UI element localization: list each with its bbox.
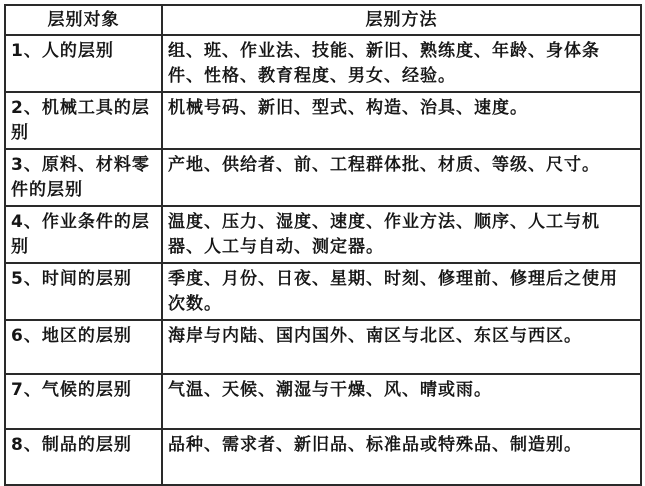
header-method: 层别方法 [162,5,641,35]
row-method-text: 温度、压力、湿度、速度、作业方法、顺序、人工与机器、人工与自动、测定器。 [168,212,600,257]
row-object-text: 1、人的层别 [11,41,114,61]
row-method-cell [162,320,641,374]
row-method-text: 海岸与内陆、国内国外、南区与北区、东区与西区。 [168,326,582,346]
table-row [5,374,641,429]
row-method-cell [162,263,641,320]
row-object-cell [5,149,162,206]
header-object: 层别对象 [5,5,162,35]
row-object-cell [5,320,162,374]
row-method-text: 组、班、作业法、技能、新旧、熟练度、年龄、身体条件、性格、教育程度、男女、经验。 [168,41,600,86]
row-object-text: 6、地区的层别 [11,326,132,346]
row-object-text: 4、作业条件的层别 [11,212,150,257]
row-method-cell [162,374,641,429]
table-row [5,206,641,263]
row-method-cell [162,429,641,485]
row-object-cell [5,374,162,429]
row-method-text: 产地、供给者、前、工程群体批、材质、等级、尺寸。 [168,155,600,175]
row-object-text: 5、时间的层别 [11,269,132,289]
row-object-cell [5,35,162,92]
row-method-text: 机械号码、新旧、型式、构造、治具、速度。 [168,98,528,118]
table-row [5,149,641,206]
row-method-text: 季度、月份、日夜、星期、时刻、修理前、修理后之使用次数。 [168,269,618,314]
row-method-cell [162,35,641,92]
row-object-text: 7、气候的层别 [11,380,132,400]
row-object-text: 3、原料、材料零件的层别 [11,155,150,200]
stratification-table-sheet [4,4,640,480]
row-object-cell [5,263,162,320]
table-row [5,263,641,320]
table-row [5,320,641,374]
row-object-cell [5,92,162,149]
table-row [5,92,641,149]
row-method-cell [162,149,641,206]
stratification-table [4,4,642,486]
row-method-text: 品种、需求者、新旧品、标准品或特殊品、制造别。 [168,435,582,455]
table-row [5,429,641,485]
table-header-row [5,5,641,35]
row-object-cell [5,206,162,263]
row-method-cell [162,206,641,263]
row-object-text: 8、制品的层别 [11,435,132,455]
row-method-cell [162,92,641,149]
table-row [5,35,641,92]
row-method-text: 气温、天候、潮湿与干燥、风、晴或雨。 [168,380,492,400]
row-object-cell [5,429,162,485]
row-object-text: 2、机械工具的层别 [11,98,150,143]
